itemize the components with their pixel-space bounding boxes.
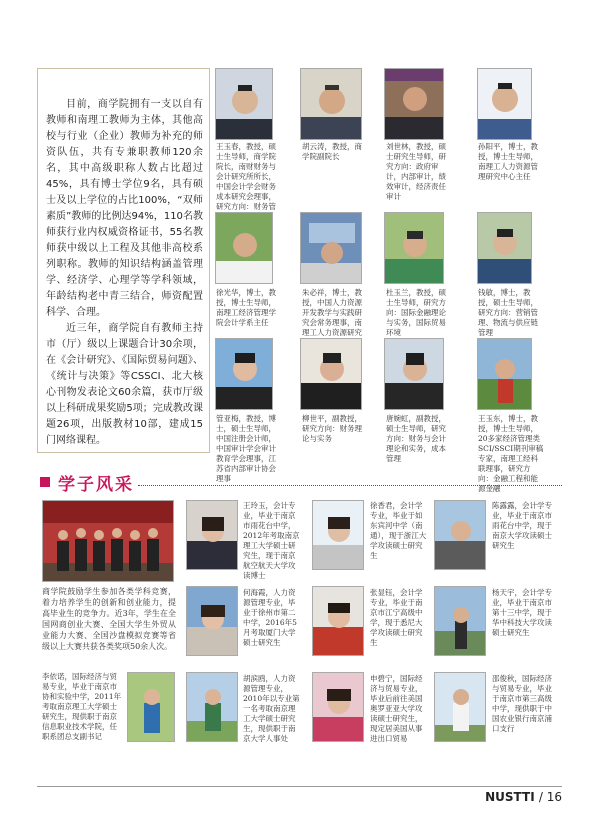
group-photo xyxy=(42,500,174,582)
footer-brand: NUSTTI xyxy=(485,790,535,804)
section-marker xyxy=(40,477,50,487)
intro-paragraph-2: 近三年，商学院自有教师主持市（厅）级以上课题合计30余项，在《会计研究》、《国际贸易问题》、《统计与决策》等CSSCI、北大核心刊物发表论文60余篇，获市厅级以上科研成果奖励5项；完成教改课题26项，出版教材10部，建成15门网络课程。 xyxy=(46,323,203,446)
teacher-photo-4 xyxy=(477,68,532,140)
student-caption-4: 何海霞，人力资源管理专业，毕业于徐州市第二中学，2016年5月考取厦门大学硕士研究生 xyxy=(243,588,297,647)
teacher-photo-7 xyxy=(384,212,444,284)
teacher-caption-7: 杜玉兰，教授，硕士生导师，研究方向：国际金融理论与实务，国际贸易环境 xyxy=(386,288,446,337)
student-caption-10: 邵俊秋，国际经济与贸易专业，毕业于南京市第三高级中学，现供职于中国农业银行南京浦口支行 xyxy=(492,674,552,733)
student-photo-3 xyxy=(434,500,486,570)
teacher-caption-11: 唐婉虹，副教授，硕士生导师，研究方向：财务与会计理论和实务，成本管理 xyxy=(386,414,446,463)
student-photo-2 xyxy=(312,500,364,570)
student-caption-8: 胡滨鸥，人力资源管理专业，2010年以专业第一名考取南京理工大学硕士研究生，现供职于南京大学人事处 xyxy=(243,674,300,743)
teacher-caption-4: 孙阳平，博士，教授，博士生导师，南理工人力资源管理研究中心主任 xyxy=(478,142,538,181)
student-photo-4 xyxy=(186,586,238,656)
student-photo-6 xyxy=(434,586,486,656)
student-photo-10 xyxy=(434,672,486,742)
student-photo-5 xyxy=(312,586,364,656)
group-caption: 商学院鼓励学生参加各类学科竞赛，着力培养学生的创新和创业能力，提高毕业生的竞争力。近3年，学生在全国网商创业大赛、全国大学生外贸从业能力大赛、全国沙盘模拟竞赛等省级以上大赛共获各类奖项50余人次。 xyxy=(42,587,176,651)
teacher-photo-12 xyxy=(477,338,532,410)
teacher-photo-9 xyxy=(215,338,273,410)
footer-line xyxy=(37,786,562,787)
teacher-caption-1: 王玉春，教授，硕士生导师，商学院院长，南财财务与会计研究所所长，中国会计学会财务成本研究会理事，研究方向：财务管 xyxy=(216,142,276,211)
intro-text-box xyxy=(37,68,210,453)
teacher-caption-6: 朱必祥，博士，教授，中国人力资源开发教学与实践研究会常务理事，南理工人力资源研究 xyxy=(302,288,362,337)
teacher-photo-10 xyxy=(300,338,362,410)
teacher-caption-3: 刘世林，教授，硕士研究生导师，研究方向：政府审计，内部审计，绩效审计，经济责任审计 xyxy=(386,142,446,201)
teacher-photo-1 xyxy=(215,68,273,140)
student-caption-6: 杨天宇，会计学专业，毕业于南京市第十三中学，现于华中科技大学攻读硕士研究生 xyxy=(492,588,552,637)
section-divider xyxy=(138,485,562,486)
teacher-photo-6 xyxy=(300,212,362,284)
student-caption-1: 王玲玉，会计专业，毕业于南京市雨花台中学，2012年考取南京理工大学硕士研究生，现于南京航空航天大学攻读博士 xyxy=(243,501,300,580)
section-title-text: 学子风采 xyxy=(58,474,134,495)
student-caption-7: 李依诺，国际经济与贸易专业，毕业于南京市协和实验中学，2011年考取南京理工大学硕士研究生，现供职于南京信息职业技术学院，任职系团总支副书记 xyxy=(42,672,122,741)
page-number: 16 xyxy=(546,790,562,804)
student-caption-2: 徐香君，会计学专业，毕业于如东宾河中学（南通），现于浙江大学攻读硕士研究生 xyxy=(370,501,427,560)
student-caption-9: 申碧宁，国际经济与贸易专业，毕业后前往美国奥罗亚亚大学攻读硕士研究生，现定居美国从事进出口贸易 xyxy=(370,674,423,743)
teacher-caption-10: 柳世平，副教授，研究方向：财务理论与实务 xyxy=(302,414,362,443)
intro-paragraph-1: 目前，商学院拥有一支以自有教师和南理工教师为主体，其他高校与行业（企业）教师为补充的师资队伍，共有专兼职教师120余名，其中高级职称人数占比超过45%，具有博士学位9名，具有硕士及以上学位的占比100%，“双师素质”教师的比例达94%，110名教师获行业内权威资格证书，55名教师获中级以上工程及其他非高校系列职称。教师的知识结构涵盖管理学、经济学、心理学等学科领域，年龄结构老中青三结合，师资配置科学、合理。 xyxy=(46,99,203,318)
teacher-caption-9: 管亚梅，教授，博士，硕士生导师，中国注册会计师，中国审计学会审计教育学会理事，江苏省内部审计协会理事 xyxy=(216,414,276,483)
teacher-caption-5: 徐光华，博士，教授，博士生导师，南理工经济管理学院会计学系主任 xyxy=(216,288,276,327)
teacher-caption-12: 王玉东，博士，教授，博士生导师，20多家经济管理类SCI/SSCI期刊审稿专家，南理工经科联理事，研究方向：金融工程和能源金融 xyxy=(478,414,544,493)
teacher-photo-5 xyxy=(215,212,273,284)
page-footer xyxy=(485,790,562,804)
student-caption-5: 张显钰，会计学专业，毕业于南京市江宁高级中学，现于悉尼大学攻读硕士研究生 xyxy=(370,588,423,647)
student-photo-9 xyxy=(312,672,364,742)
teacher-caption-2: 胡云涛，教授，商学院副院长 xyxy=(302,142,362,161)
section-title xyxy=(40,471,134,493)
teacher-photo-3 xyxy=(384,68,444,140)
teacher-photo-8 xyxy=(477,212,532,284)
student-photo-7 xyxy=(127,672,175,742)
student-photo-8 xyxy=(186,672,238,742)
student-photo-1 xyxy=(186,500,238,570)
student-caption-3: 陈露露，会计学专业，毕业于南京市雨花台中学，现于南京大学攻读硕士研究生 xyxy=(492,501,552,550)
teacher-caption-8: 钱敏，博士，教授，硕士生导师，研究方向：营销管理、物流与供应链管理 xyxy=(478,288,538,337)
teacher-photo-11 xyxy=(384,338,444,410)
footer-separator: / xyxy=(538,790,547,804)
teacher-photo-2 xyxy=(300,68,362,140)
